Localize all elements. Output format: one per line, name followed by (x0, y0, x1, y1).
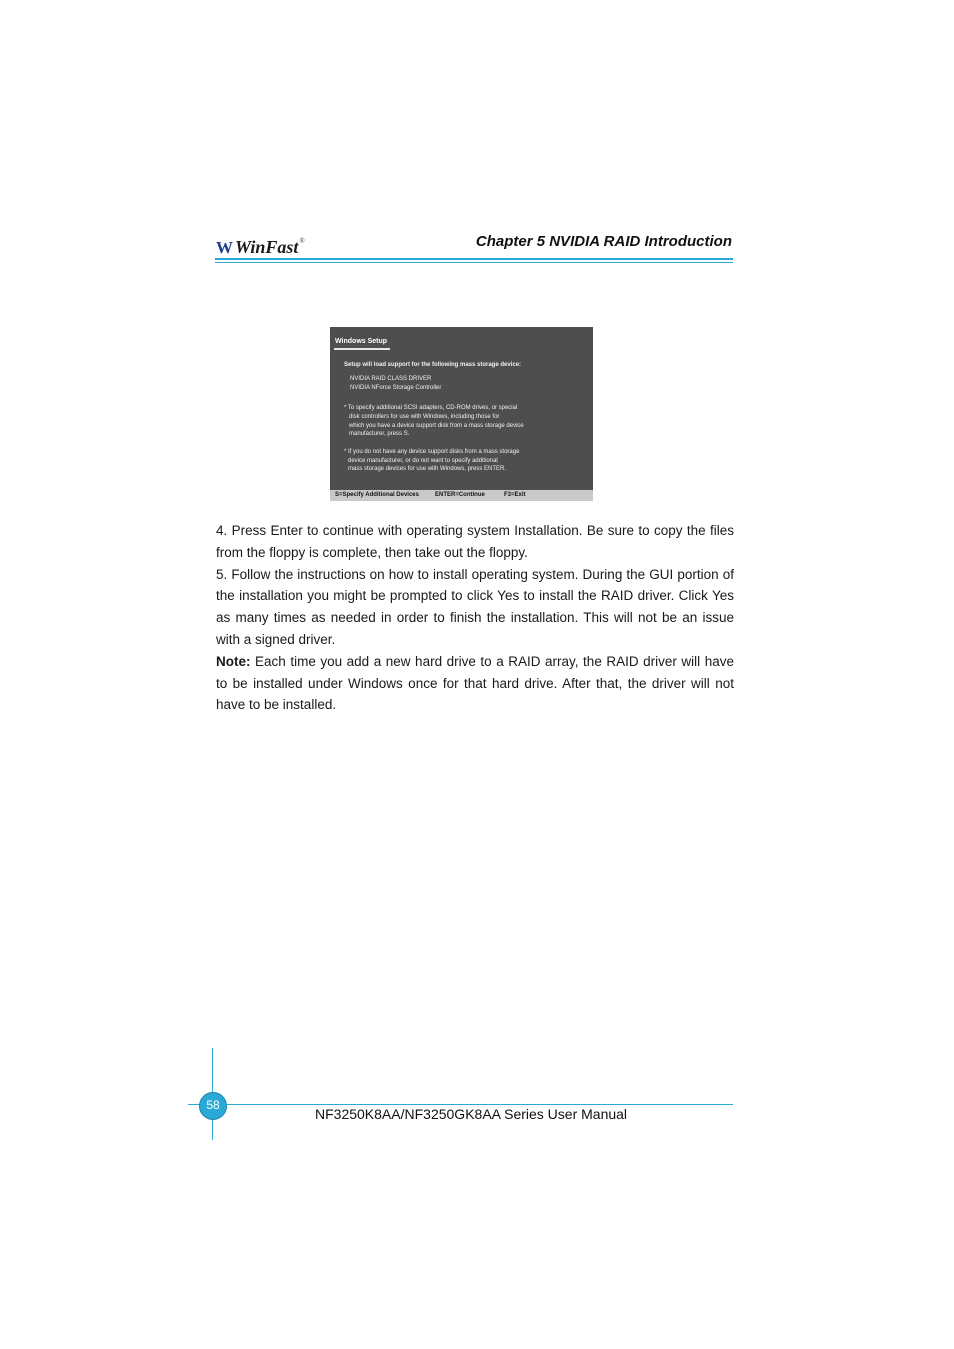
setup-title: Windows Setup (335, 338, 388, 345)
logo-text: WinFast (235, 237, 299, 257)
setup-instruction-line: * To specify additional SCSI adapters, CD-ROM drives, or special (344, 405, 518, 411)
note-text: Each time you add a new hard drive to a RAID array, the RAID driver will have to be installed under Windows once for that hard drive. After that, the driver will not have to be installed. (216, 653, 734, 713)
setup-status-bar (330, 490, 593, 501)
chapter-title: Chapter 5 NVIDIA RAID Introduction (475, 233, 732, 250)
setup-instruction-line: device manufacturer, or do not want to specify additional (348, 458, 498, 464)
note-label: Note: (216, 653, 251, 669)
setup-intro-line: Setup will load support for the following mass storage device: (344, 362, 522, 368)
manual-title: NF3250K8AA/NF3250GK8AA Series User Manual (315, 1106, 628, 1122)
setup-instruction-line: mass storage devices for use with Windows, press ENTER. (348, 466, 507, 472)
body-text (216, 520, 734, 716)
continue-option: ENTER=Continue (435, 492, 485, 498)
step-5-paragraph: 5. Follow the instructions on how to install operating system. During the GUI portion of the installation you might be prompted to click Yes to install the RAID driver. Click Yes as many times as needed in order to finish the installation. This will not be an issue with a signed driver. (216, 566, 734, 647)
setup-driver-line: NVIDIA RAID CLASS DRIVER (350, 376, 432, 382)
setup-instruction-line: manufacturer, press S. (349, 431, 410, 437)
specify-devices-option: S=Specify Additional Devices (335, 492, 419, 498)
step-4-paragraph: 4. Press Enter to continue with operating system Installation. Be sure to copy the files from the floppy is complete, then take out the floppy. (216, 523, 734, 560)
logo-mark: W (216, 238, 233, 257)
header-rule-thin (215, 262, 733, 263)
page-number: 58 (206, 1098, 220, 1112)
setup-instruction-line: which you have a device support disk from a mass storage device (349, 423, 524, 429)
winfast-logo (216, 234, 305, 256)
exit-option: F3=Exit (504, 492, 526, 498)
setup-instruction-line: disk controllers for use with Windows, including those for (349, 414, 500, 420)
setup-title-underline (334, 348, 390, 350)
header-rule (215, 258, 733, 260)
setup-driver-line: NVIDIA NForce Storage Controller (350, 385, 442, 391)
setup-instruction-line: * If you do not have any device support disks from a mass storage (344, 449, 520, 455)
note-paragraph (216, 651, 734, 716)
windows-setup-screenshot (330, 327, 593, 501)
footer-rule (188, 1104, 733, 1105)
logo-registered-mark: ® (299, 237, 305, 245)
